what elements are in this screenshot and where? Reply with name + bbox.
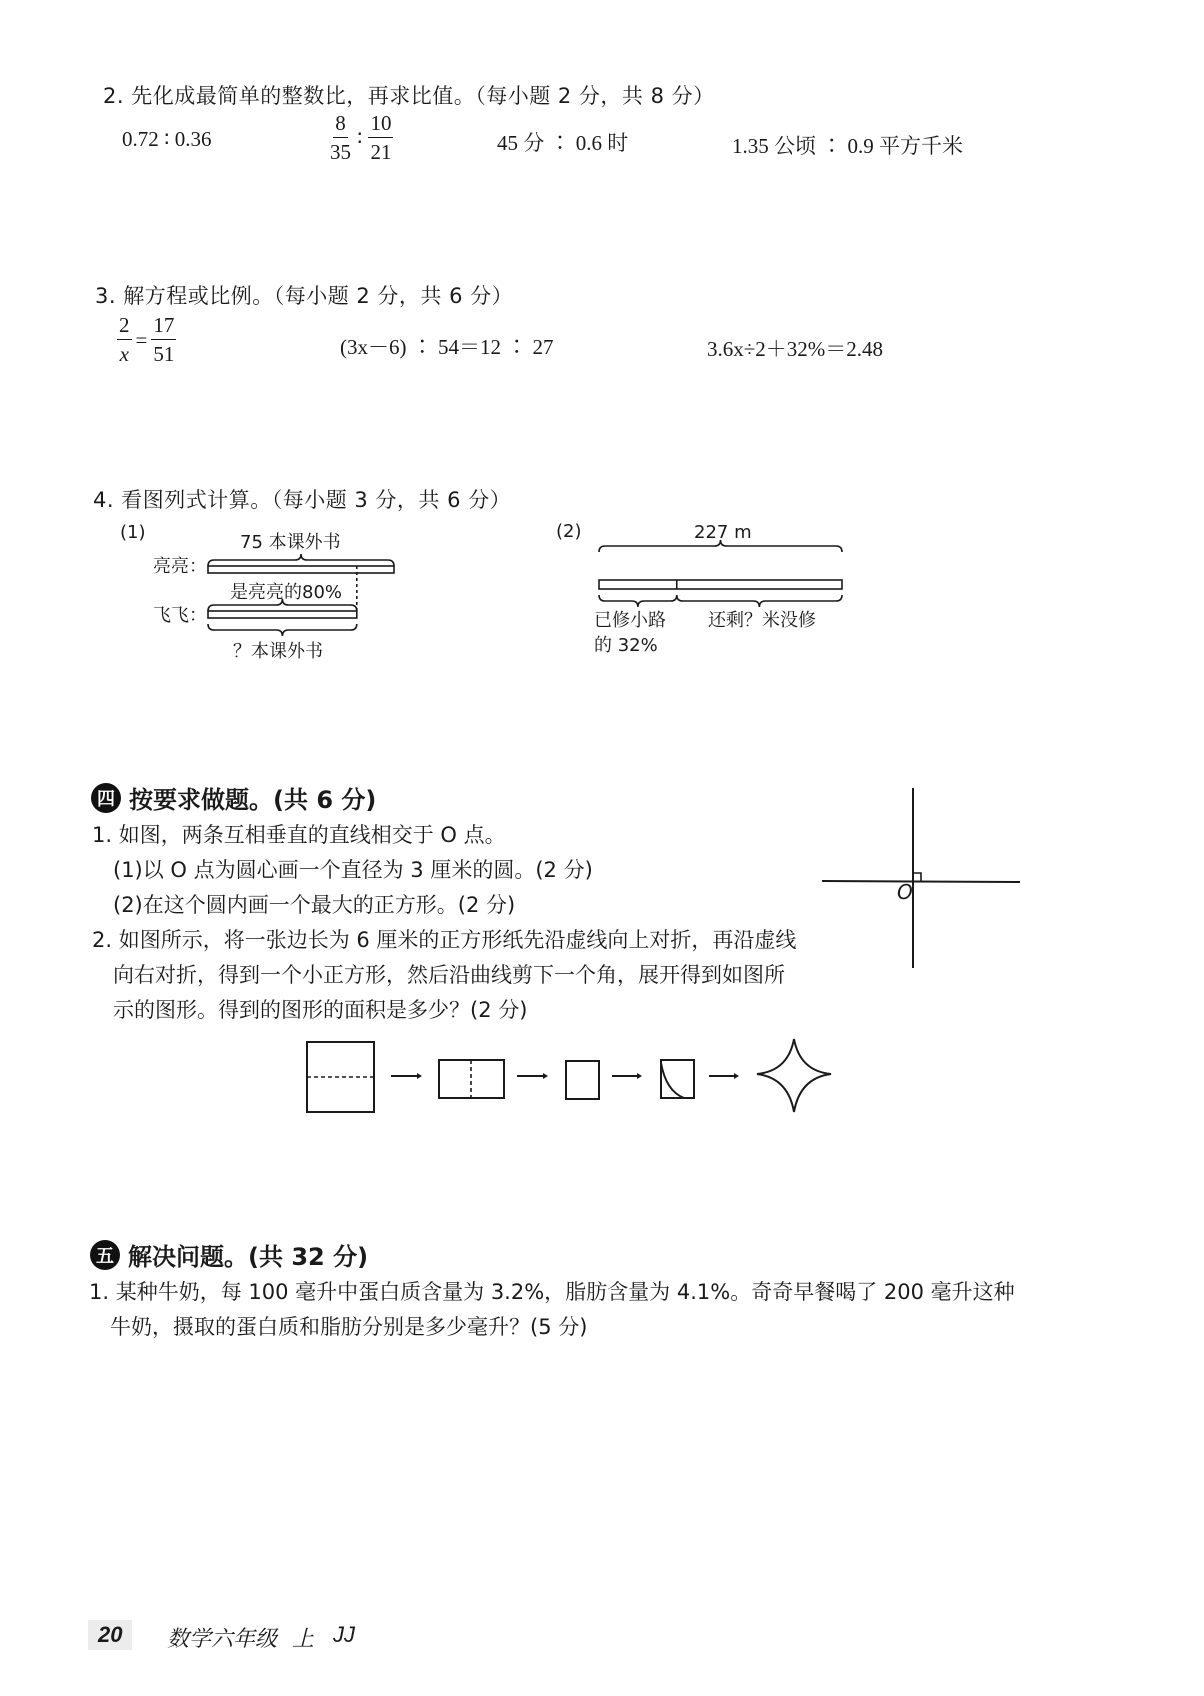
sec4-q1-part1: (1)以 O 点为圆心画一个直径为 3 厘米的圆。(2 分)	[113, 858, 593, 882]
origin-label: O	[897, 880, 913, 904]
road-bar	[599, 580, 842, 589]
section5-badge: 五	[90, 1240, 120, 1270]
section5-title: 解决问题。(共 32 分)	[128, 1243, 369, 1271]
q2-item-a: 0.72 ∶ 0.36	[122, 127, 212, 151]
arrow-1-head	[417, 1073, 422, 1079]
sec4-q1-part2: (2)在这个圆内画一个最大的正方形。(2 分)	[113, 893, 516, 917]
half-rectangle	[439, 1060, 504, 1098]
denominator: 35	[330, 140, 351, 164]
denominator: x	[119, 342, 129, 366]
diagram2-left-label-line1: 已修小路	[594, 610, 666, 631]
perpendicular-lines-figure	[820, 786, 1030, 976]
numerator: 17	[151, 315, 176, 340]
arrow-4-head	[734, 1073, 739, 1079]
small-square	[566, 1061, 599, 1099]
right-angle-mark	[913, 873, 921, 881]
section4-title: 按要求做题。(共 6 分)	[129, 786, 377, 814]
numerator: 8	[333, 113, 348, 138]
equals-sign: =	[135, 327, 148, 352]
sec5-q1-line2: 牛奶，摄取的蛋白质和脂肪分别是多少毫升？(5 分)	[110, 1315, 588, 1339]
repaired-brace	[599, 595, 677, 607]
diagram1-bottom-brace-label: ？本课外书	[233, 641, 323, 662]
total-length-brace	[599, 540, 842, 552]
diagram2-right-label: 还剩？米没修	[708, 610, 816, 631]
ratio-sign: ∶	[357, 125, 363, 150]
arrow-3-head	[637, 1073, 642, 1079]
footer-subject: 数学六年级	[167, 1626, 278, 1651]
diagram1-row1-label: 亮亮：	[153, 556, 207, 577]
numerator: 2	[117, 315, 132, 340]
diagram1-label: (1)	[120, 522, 146, 543]
arrow-2-head	[543, 1073, 548, 1079]
paper-folding-sequence	[300, 1036, 840, 1118]
page-number: 20	[88, 1620, 132, 1650]
section5-heading	[90, 1237, 368, 1272]
q2-item-d: 1.35 公顷 ∶ 0.9 平方千米	[732, 134, 963, 158]
q3-item-b: (3x－6) ∶ 54＝12 ∶ 27	[340, 335, 554, 359]
denominator: 51	[153, 342, 175, 366]
q4-title: 4. 看图列式计算。（每小题 3 分，共 6 分）	[93, 488, 512, 512]
sec4-q2-line3: 示的图形。得到的图形的面积是多少？(2 分)	[113, 998, 528, 1022]
four-point-star-shape	[757, 1039, 831, 1112]
sec4-q2-line2: 向右对折，得到一个小正方形，然后沿曲线剪下一个角，展开得到如图所	[113, 963, 785, 987]
diagram1-row2-label: 飞飞：	[153, 605, 207, 626]
q3-title: 3. 解方程或比例。（每小题 2 分，共 6 分）	[95, 284, 514, 308]
diagram1-top-brace-label: 75 本课外书	[240, 532, 341, 553]
sec5-q1-line1: 1. 某种牛奶，每 100 毫升中蛋白质含量为 3.2%，脂肪含量为 4.1%。奇奇早餐喝了 200 毫升这种	[89, 1280, 1015, 1304]
section4-heading	[91, 780, 376, 815]
diagram2-left-label-line2: 的 32%	[594, 635, 658, 656]
q2-title: 2. 先化成最简单的整数比，再求比值。（每小题 2 分，共 8 分）	[103, 84, 715, 108]
numerator: 10	[368, 113, 393, 138]
diagram2-label: (2)	[556, 521, 582, 542]
remaining-brace	[677, 595, 842, 607]
horizontal-line	[822, 881, 1020, 882]
diagram1-mid-brace-label: 是亮亮的80%	[230, 582, 343, 603]
footer-term: 上	[292, 1626, 315, 1651]
diagram2-top-brace-label: 227 m	[694, 522, 752, 543]
sec4-q2-line1: 2. 如图所示，将一张边长为 6 厘米的正方形纸先沿虚线向上对折，再沿虚线	[92, 928, 797, 952]
q2-item-c: 45 分 ∶ 0.6 时	[497, 131, 629, 155]
section4-badge: 四	[91, 783, 121, 813]
q3-item-c: 3.6x÷2＋32%＝2.48	[707, 337, 884, 361]
denominator: 21	[370, 140, 392, 164]
sec4-q1: 1. 如图，两条互相垂直的直线相交于 O 点。	[92, 823, 506, 847]
cut-curve	[661, 1063, 684, 1098]
footer-edition: JJ	[333, 1622, 355, 1647]
